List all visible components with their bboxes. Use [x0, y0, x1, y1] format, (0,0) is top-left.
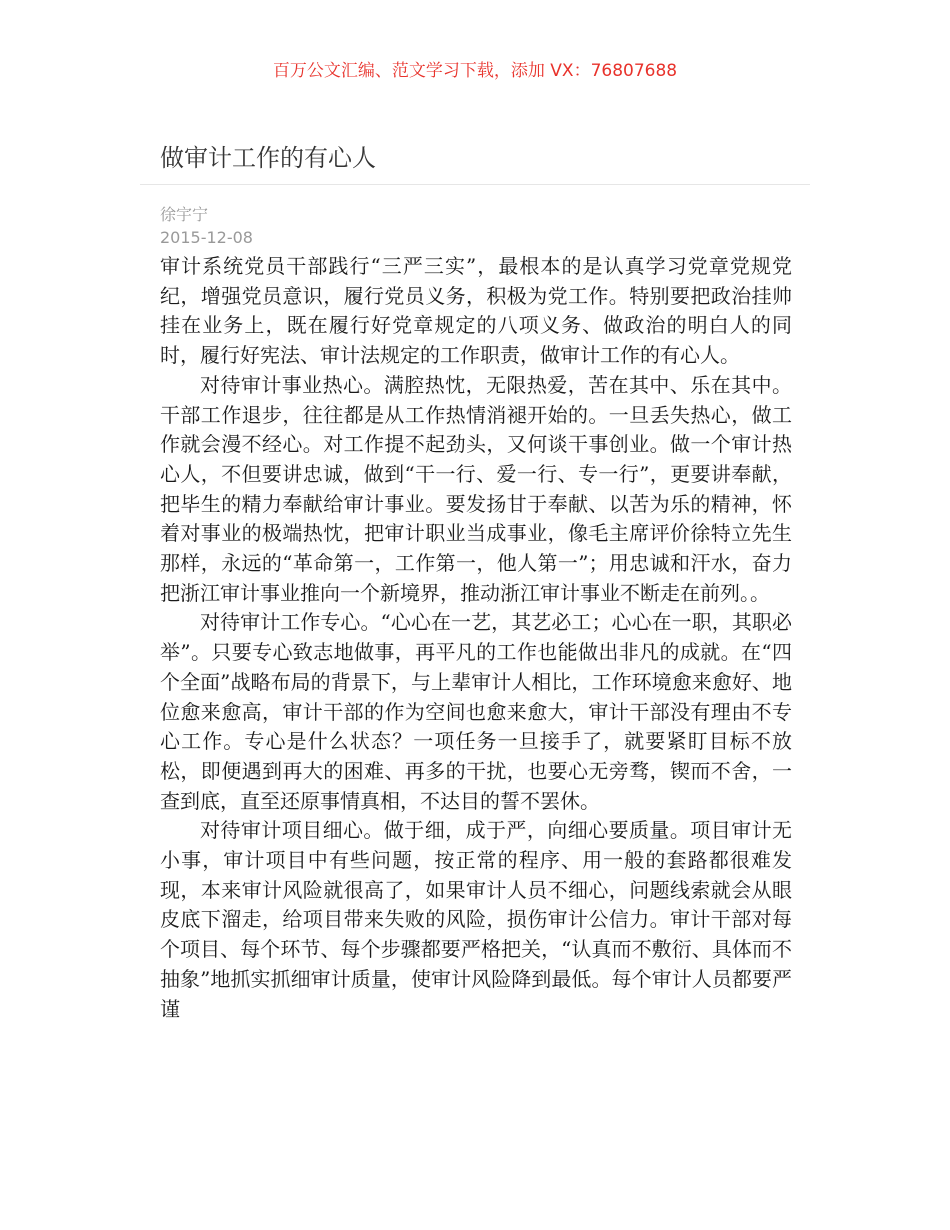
paragraph-focus: 对待审计工作专心。“心心在一艺，其艺必工；心心在一职，其职必举”。只要专心致志地做事，再平凡的工作也能做出非凡的成就。在“四个全面”战略布局的背景下，与上辈审计人相比，工作环境愈来愈好、地位愈来愈高，审计干部的作为空间也愈来愈大，审计干部没有理由不专心工作。专心是什么状态？一项任务一旦接手了，就要紧盯目标不放松，即便遇到再大的困难、再多的干扰，也要心无旁骛，锲而不舍，一查到底，直至还原事情真相，不达目的誓不罢休。: [160, 610, 792, 813]
article-author: 徐宇宁: [160, 205, 209, 224]
paragraph-carefulness: 对待审计项目细心。做于细，成于严，向细心要质量。项目审计无小事，审计项目中有些问题，按正常的程序、用一般的套路都很难发现，本来审计风险就很高了，如果审计人员不细心，问题线索就会从眼皮底下溜走，给项目带来失败的风险，损伤审计公信力。审计干部对每个项目、每个环节、每个步骤都要严格把关，“认真而不敷衍、具体而不抽象”地抓实抓细审计质量，使审计风险降到最低。每个审计人员都要严谨: [160, 818, 792, 1021]
article-title: 做审计工作的有心人: [160, 144, 376, 172]
paragraph-enthusiasm: 对待审计事业热心。满腔热忱，无限热爱，苦在其中、乐在其中。干部工作退步，往往都是从工作热情消褪开始的。一旦丢失热心，做工作就会漫不经心。对工作提不起劲头，又何谈干事创业。做一个审计热心人，不但要讲忠诚，做到“干一行、爱一行、专一行”，更要讲奉献，把毕生的精力奉献给审计事业。要发扬甘于奉献、以苦为乐的精神，怀着对事业的极端热忱，把审计职业当成事业，像毛主席评价徐特立先生那样，永远的“革命第一，工作第一，他人第一”；用忠诚和汗水，奋力把浙江审计事业推向一个新境界，推动浙江审计事业不断走在前列。。: [160, 372, 792, 605]
article-date: 2015-12-08: [160, 228, 253, 247]
article-body: [160, 252, 792, 1024]
paragraph-intro: 审计系统党员干部践行“三严三实”，最根本的是认真学习党章党规党纪，增强党员意识，履行党员义务，积极为党工作。特别要把政治挂帅挂在业务上，既在履行好党章规定的八项义务、做政治的明白人的同时，履行好宪法、审计法规定的工作职责，做审计工作的有心人。: [160, 254, 792, 368]
title-divider: [140, 184, 810, 185]
promo-banner: 百万公文汇编、范文学习下载，添加 VX：76807688: [272, 61, 678, 81]
